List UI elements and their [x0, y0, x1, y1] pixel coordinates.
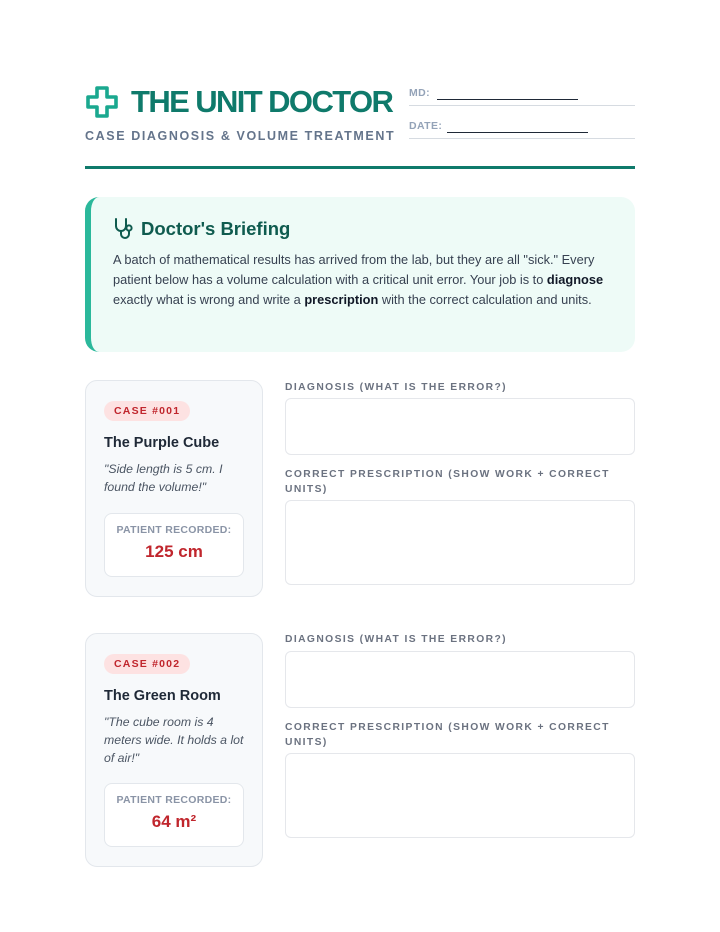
date-field[interactable]	[409, 117, 635, 139]
diagnosis-label: DIAGNOSIS (WHAT IS THE ERROR?)	[285, 634, 507, 645]
case-quote: "The cube room is 4 meters wide. It holds a lot of air!"	[104, 715, 244, 765]
briefing-title: Doctor's Briefing	[141, 218, 291, 239]
briefing-heading	[113, 217, 613, 241]
worksheet-header	[85, 84, 635, 170]
case-name: The Green Room	[104, 688, 221, 704]
case-badge: CASE #002	[104, 654, 190, 674]
stethoscope-icon	[113, 217, 135, 241]
prescription-label: CORRECT PRESCRIPTION (SHOW WORK + CORRECT UNITS)	[285, 722, 610, 748]
case-quote: "Side length is 5 cm. I found the volume!"	[104, 462, 223, 494]
patient-recorded-box	[104, 783, 244, 847]
md-write-line	[437, 99, 578, 100]
prescription-emphasis: prescription	[304, 292, 379, 307]
prescription-input[interactable]	[285, 753, 635, 838]
recorded-value: 125 cm	[145, 542, 203, 561]
date-label: DATE:	[409, 120, 443, 132]
briefing-text: A batch of mathematical results has arrived from the lab, but they are all "sick." Every patient below has a volume calculation with a critical unit error. Your job is to diagnose exactly what is wrong and write a prescription with the correct calculation and units.	[113, 252, 604, 307]
briefing-panel	[85, 197, 635, 352]
recorded-label: PATIENT RECORDED:	[116, 794, 232, 806]
page-title: THE UNIT DOCTOR	[131, 84, 393, 119]
case-card	[85, 633, 263, 867]
recorded-label: PATIENT RECORDED:	[116, 524, 232, 536]
prescription-input[interactable]	[285, 500, 635, 585]
brand	[85, 84, 392, 120]
case-name: The Purple Cube	[104, 435, 220, 451]
case-card	[85, 380, 263, 597]
medical-cross-icon	[85, 85, 119, 119]
diagnosis-input[interactable]	[285, 651, 635, 708]
prescription-label: CORRECT PRESCRIPTION (SHOW WORK + CORRECT UNITS)	[285, 469, 610, 495]
diagnosis-label: DIAGNOSIS (WHAT IS THE ERROR?)	[285, 382, 507, 393]
md-field[interactable]	[409, 84, 635, 106]
patient-recorded-box	[104, 513, 244, 577]
page-subtitle: CASE DIAGNOSIS & VOLUME TREATMENT	[85, 129, 396, 143]
diagnosis-input[interactable]	[285, 398, 635, 455]
recorded-value: 64 m²	[151, 812, 197, 831]
header-divider	[85, 166, 635, 169]
md-label: MD:	[409, 87, 431, 99]
diagnose-emphasis: diagnose	[546, 272, 604, 287]
case-badge: CASE #001	[104, 401, 190, 421]
date-write-line	[447, 132, 588, 133]
